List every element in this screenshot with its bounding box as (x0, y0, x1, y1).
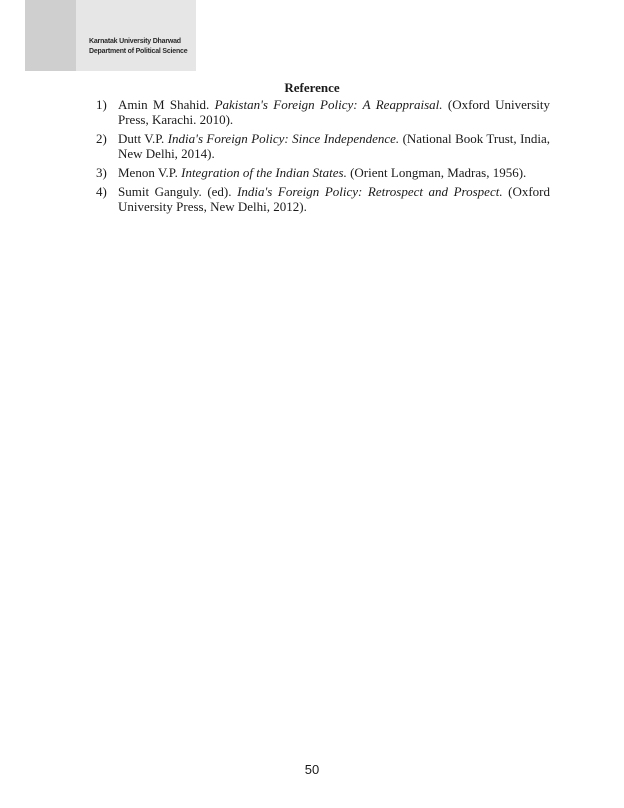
reference-author: Sumit Ganguly. (ed). (118, 184, 232, 199)
institution-name: Karnatak University Dharwad (89, 38, 181, 45)
reference-item (96, 184, 550, 214)
reference-number: 3) (96, 165, 107, 180)
reference-title: India's Foreign Policy: Since Independence. (167, 131, 400, 146)
reference-text (118, 131, 550, 161)
header-block-dark (25, 0, 76, 71)
reference-author: Amin M Shahid. (118, 97, 210, 112)
reference-text (118, 97, 550, 127)
reference-title: India's Foreign Policy: Retrospect and Prospect. (237, 184, 503, 199)
reference-list (96, 97, 550, 218)
reference-number: 2) (96, 131, 107, 146)
reference-publication: (National Book Trust, India, New Delhi, 2014). (118, 131, 551, 161)
reference-number: 4) (96, 184, 107, 199)
reference-author: Dutt V.P. (118, 131, 165, 146)
reference-item (96, 165, 550, 180)
department-name: Department of Political Science (89, 48, 188, 55)
reference-publication: (Orient Longman, Madras, 1956). (350, 165, 527, 180)
reference-text (118, 184, 550, 214)
reference-item (96, 131, 550, 161)
reference-title: Integration of the Indian States. (181, 165, 347, 180)
header-block-light (76, 0, 196, 71)
reference-heading: Reference (284, 80, 340, 95)
page-number: 50 (304, 762, 320, 777)
reference-publication: (Oxford University Press, Karachi. 2010). (118, 97, 550, 127)
reference-text (118, 165, 550, 180)
reference-publication: (Oxford University Press, New Delhi, 2012). (118, 184, 551, 214)
reference-number: 1) (96, 97, 107, 112)
reference-title: Pakistan's Foreign Policy: A Reappraisal. (214, 97, 443, 112)
reference-item (96, 97, 550, 127)
reference-author: Menon V.P. (118, 165, 178, 180)
